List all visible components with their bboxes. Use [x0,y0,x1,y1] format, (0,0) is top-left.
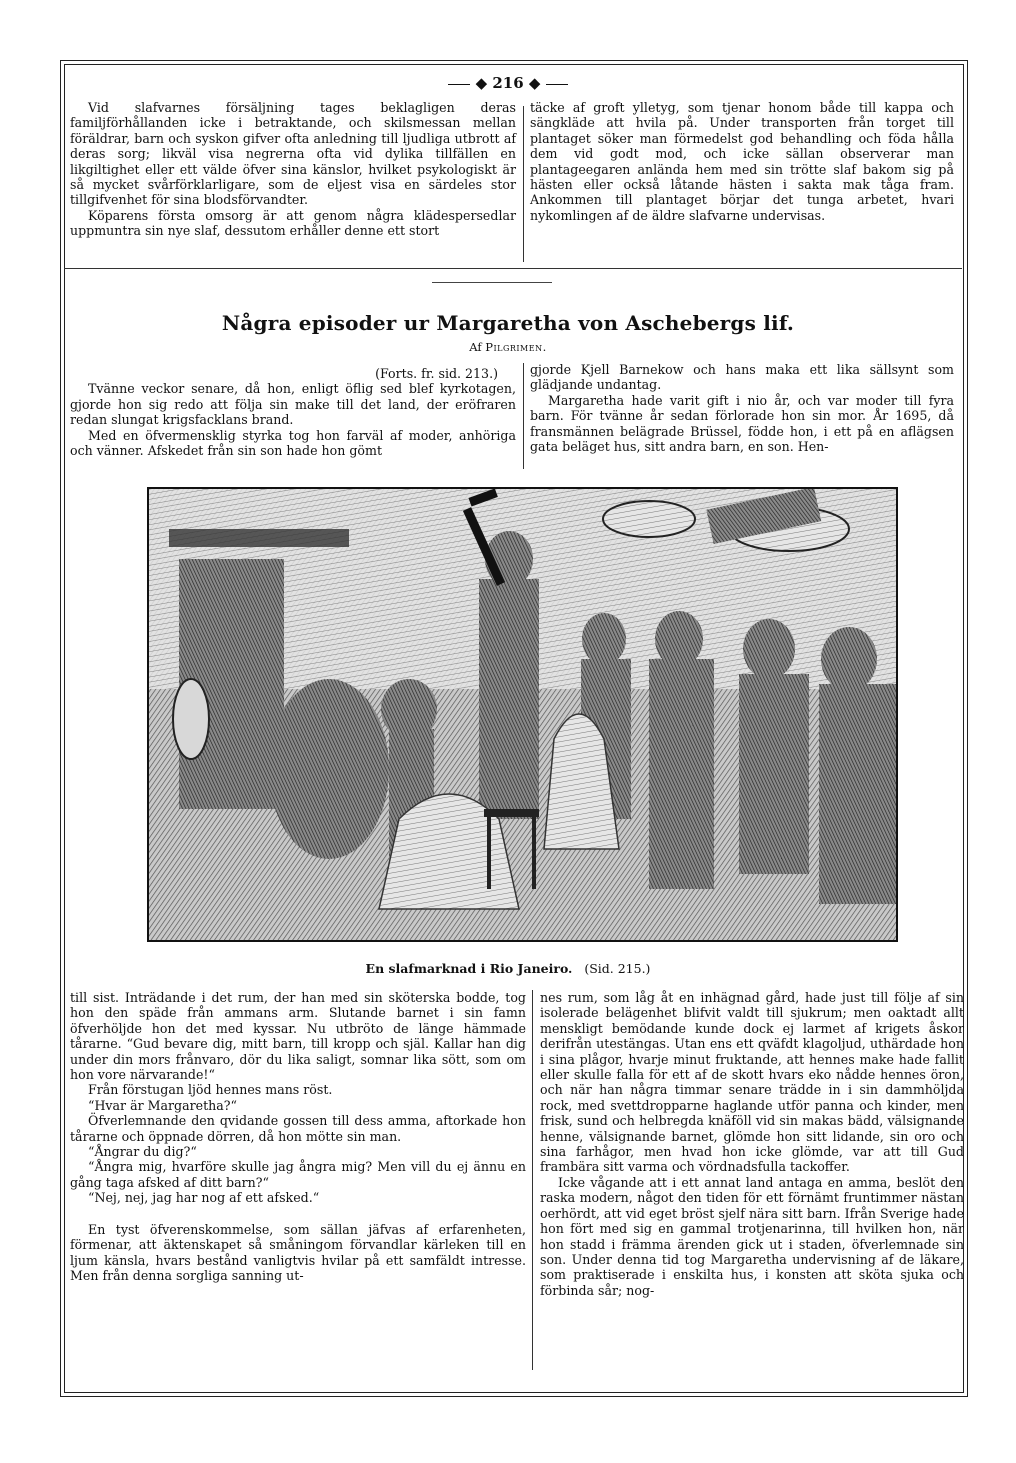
top-right-column [530,100,954,223]
section-divider [64,268,962,269]
article-right-column [530,362,954,454]
ornamental-rule [432,282,552,283]
paragraph: Med en öfvermensklig styrka tog hon farväl af moder, anhöriga och vänner. Afskedet från sin son hade hon gömt [70,427,516,459]
page-number: ◆ 216 ◆ [0,74,1016,92]
article-title: Några episoder ur Margaretha von Aschebergs lif. [221,311,795,335]
guitar [173,679,209,759]
paragraph: Tvänne veckor senare, då hon, enligt öflig sed blef kyrkotagen, gjorde hon sig redo att följa sin make till det land, der eröfraren redan slungat krigsfacklans brand. [70,381,516,428]
byline: Af Pilgrimen. [469,340,547,354]
column-rule [532,990,533,1370]
paragraph: Från förstugan ljöd hennes mans röst. [88,1082,333,1098]
paragraph: nes rum, som låg åt en inhägnad gård, hade just till följe af sin isolerade belägenhet blifvit valdt till sjukrum; men oaktadt allt menskligt bemödande kunde dock ej larmet af krigets åskor derifrån utestängas. Utan ens ett qväfdt klagoljud, uthärdade hon i sina plågor, hvarje minut fruktande, att hennes make hade fallit eller skulle falla för ett af de skott hvars eko nådde hennes öron, och när han några timmar senare trädde in i sin dammhöljda rock, med svettdropparne haglande utför panna och kinder, men frisk, sund och helbregda knäföll vid sin makas bädd, välsignande henne, välsignande barnet, glömde hon sitt lidande, sin oro och sina farhågor, men hvad hon icke glömde, var att till Gud frambära sitt varma och vördnadsfulla tackoffer. [540,990,964,1175]
byline-author: Pilgrimen. [485,340,547,354]
paragraph: till sist. Inträdande i det rum, der han med sin sköterska bodde, tog hon den späde från ammans arm. Slutande barnet i sin famn öfverhöljde hon det med kyssar. Nu utbröto de länge hämmade tårarne. “Gud bevare dig, mitt barn, till kropp och själ. Kallar han dig under din mors frånvaro, dör du lika saligt, somnar lika sött, som om hon vore närvarande!“ [70,990,526,1083]
paragraph: “Ångrar du dig?“ [88,1144,197,1160]
illustration-caption: En slafmarknad i Rio Janeiro. (Sid. 215.) [365,961,651,976]
article-left-column [70,366,516,458]
top-left-column [70,100,516,239]
paragraph: Vid slafvarnes försäljning tages beklagligen deras familjförhållanden icke i betraktande, och skilsmessan mellan föräldrar, barn och syskon gifver ofta anledning till ljudliga utbrott af deras sorg; likväl visa negrerna ofta vid dylika tillfällen en likgiltighet eller ett välde öfver sina känslor, hvilket psykologiskt är så mycket svårförklarligare, som de eljest visa en särdeles stor tillgifvenhet för sina blodsförvandter. [70,100,516,208]
paragraph: Köparens första omsorg är att genom några klädespersedlar uppmuntra sin nye slaf, dessutom erhåller denne ett stort [70,207,516,239]
paragraph: En tyst öfverenskommelse, som sällan jäfvas af erfarenheten, förmenar, att äktenskapet så småningom förvandlar kärleken till en ljum känsla, hvars bestånd vanligtvis hvilar på ett samfäldt intresse. Men från denna sorgliga sanning ut- [70,1221,526,1283]
column-rule [523,363,524,469]
paragraph: gjorde Kjell Barnekow och hans maka ett lika sällsynt som glädjande undantag. [530,362,954,393]
slave-market-engraving [147,487,898,942]
bottom-right-column [540,990,964,1298]
paragraph: “Nej, nej, jag har nog af ett afsked.“ [88,1190,320,1206]
paragraph: täcke af groft ylletyg, som tjenar honom både till kappa och sängkläde att hvila på. Under transporten från torget till plantaget söker man förmedelst god behandling och föda hålla dem vid godt mod, och icke sällan observerar man plantageegaren anlända hem med sin trötte slaf bakom sig på hästen eller också låtande hästen i sakta mak tåga fram. Ankommen till plantaget börjar det tunga arbetet, hvari nykomlingen af de äldre slafvarne undervisas. [530,100,954,223]
paragraph: Öfverlemnande den qvidande gossen till dess amma, aftorkade hon tårarne och öppnade dörren, då hon mötte sin man. [70,1113,526,1144]
paragraph: Margaretha hade varit gift i nio år, och var moder till fyra barn. För tvänne år sedan förlorade hon sin mor. År 1695, då fransmännen belägrade Brüssel, födde hon, i ett på en aflägsen gata beläget hus, sitt andra barn, en son. Hen- [530,392,954,455]
continued-note: (Forts. fr. sid. 213.) [375,366,498,381]
paragraph: “Ångra mig, hvarföre skulle jag ångra mig? Men vill du ej ännu en gång taga afsked af ditt barn?“ [70,1159,526,1190]
column-rule [523,106,524,262]
paragraph: “Hvar är Margaretha?“ [88,1097,237,1113]
bottom-left-column [70,990,526,1283]
paragraph: Icke vågande att i ett annat land antaga en amma, beslöt den raska modern, något den tiden för ett förnämt fruntimmer nästan oerhördt, att vid eget bröst sjelf nära sitt barn. Ifrån Sverige hade hon fört med sig en gammal trotjenarinna, till hvilken hon, när hon stadd i främma ärenden gick ut i staden, öfverlemnade sin son. Under denna tid tog Margaretha undervisning af de läkare, som praktiserade i enskilta hus, i konsten att sköta sjuka och förbinda sår; nog- [540,1174,964,1298]
